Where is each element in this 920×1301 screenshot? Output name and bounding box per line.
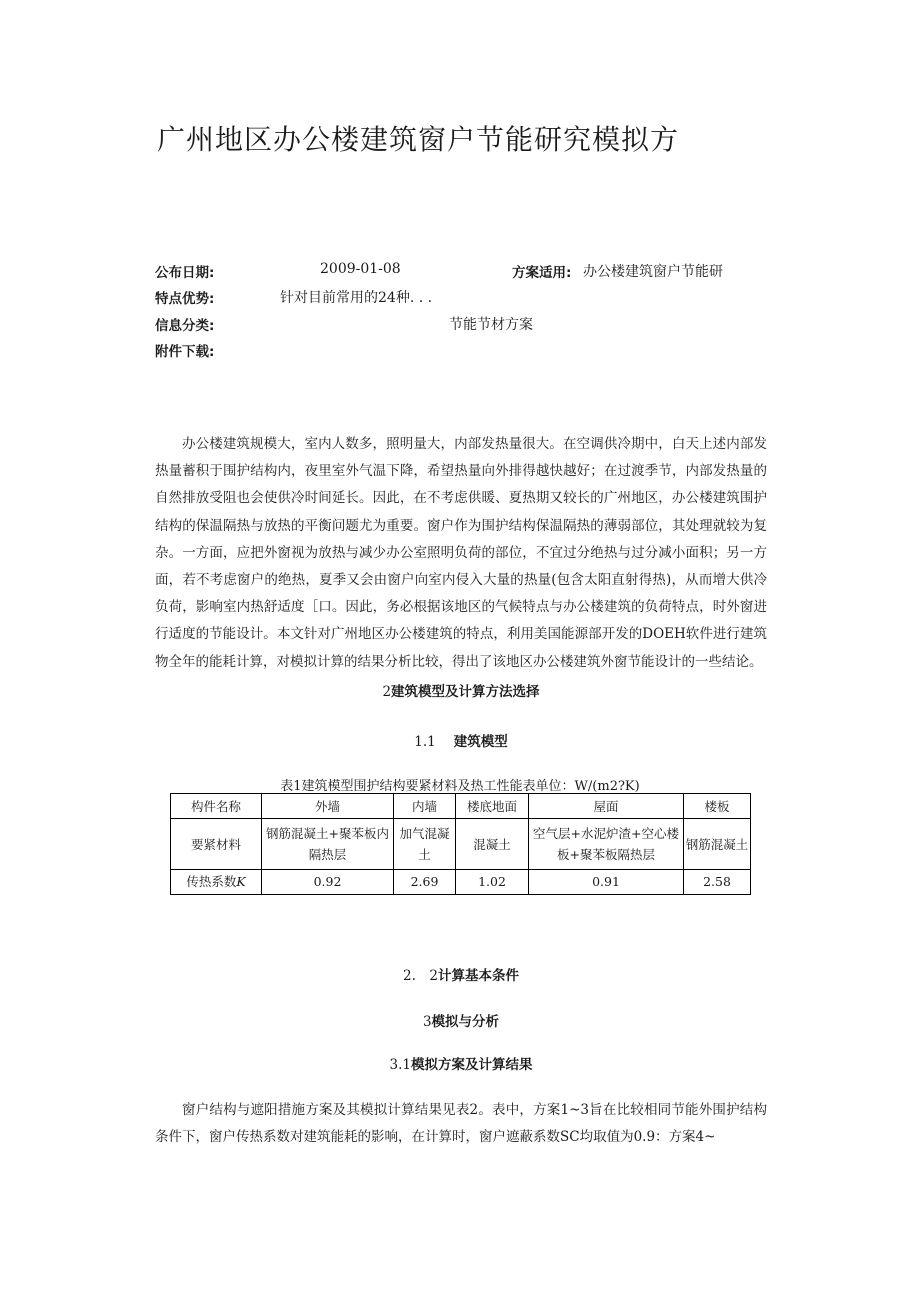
closing-paragraph: 窗户结构与遮阳措施方案及其模拟计算结果见表2。表中，方案1~3旨在比较相同节能外围护结构条件下，窗户传热系数对建筑能耗的影响，在计算时，窗户遮蔽系数SC均取值为0.9：方案4~ xyxy=(155,1102,767,1146)
publish-date-value: 2009-01-08 xyxy=(320,261,401,277)
section-2-2-number: 2. 2 xyxy=(403,968,438,984)
meta-row-features xyxy=(155,287,765,307)
table-1 xyxy=(170,793,751,895)
table-header-cell: 外墙 xyxy=(262,794,394,819)
scope-label: 方案适用: xyxy=(512,265,572,281)
section-2-title: 建筑模型及计算方法选择 xyxy=(391,684,540,700)
meta-row-download xyxy=(155,340,765,360)
intro-paragraph: 办公楼建筑规模大，室内人数多，照明量大，内部发热量很大。在空调供冷期中，白天上述内部发热量蓄积于围护结构内，夜里室外气温下降，希望热量向外排得越快越好；在过渡季节，内部发热量的自然排放受阻也会使供冷时间延长。因此，在不考虑供暖、夏热期又较长的广州地区，办公楼建筑围护结构的保温隔热与放热的平衡问题尤为重要。窗户作为围护结构保温隔热的薄弱部位，其处理就较为复杂。一方面，应把外窗视为放热与减少办公室照明负荷的部位，不宜过分绝热与过分减小面积；另一方面，若不考虑窗户的绝热，夏季又会由窗户向室内侵入大量的热量(包含太阳直射得热)，从而增大供冷负荷，影响室内热舒适度［口。因此，务必根据该地区的气候特点与办公楼建筑的负荷特点，时外窗进行适度的节能设计。本文针对广州地区办公楼建筑的特点，利用美国能源部开发的DOEH软件进行建筑物全年的能耗计算，对模拟计算的结果分析比较，得出了该地区办公楼建筑外窗节能设计的一些结论。 xyxy=(155,436,767,670)
section-3-title: 模拟与分析 xyxy=(431,1014,500,1030)
section-2-2-heading xyxy=(155,964,767,984)
section-3-number: 3 xyxy=(422,1014,432,1030)
table-cell: 钢筋混凝土 xyxy=(684,819,751,870)
features-label: 特点优势: xyxy=(155,291,215,307)
table-header-cell: 楼底地面 xyxy=(456,794,529,819)
section-3-1-number: 3.1 xyxy=(389,1057,411,1073)
section-3-1-title: 模拟方案及计算结果 xyxy=(410,1057,533,1073)
table-cell: 2.58 xyxy=(684,869,751,894)
table-header-cell: 屋面 xyxy=(529,794,684,819)
table-cell: 0.92 xyxy=(262,869,394,894)
k-symbol: K xyxy=(236,874,246,890)
section-1-1-title: 建筑模型 xyxy=(453,734,508,750)
table-cell: 加气混凝土 xyxy=(394,819,456,870)
table-cell: 1.02 xyxy=(456,869,529,894)
publish-date-label: 公布日期: xyxy=(155,265,215,281)
table-header-row xyxy=(171,794,751,819)
section-3-heading xyxy=(155,1010,767,1030)
table-cell: 混凝土 xyxy=(456,819,529,870)
section-1-1-number: 1.1 xyxy=(414,734,436,750)
features-value: 针对目前常用的24种. . . xyxy=(280,290,433,306)
table-1-caption: 表1建筑模型围护结构要紧材料及热工性能表单位：W/(m2?K) xyxy=(280,779,640,794)
section-1-1-heading xyxy=(155,730,767,750)
table-cell: 2.69 xyxy=(394,869,456,894)
table-k-row xyxy=(171,869,751,894)
table-material-row xyxy=(171,819,751,870)
meta-row-category xyxy=(155,314,765,334)
section-2-2-title: 计算基本条件 xyxy=(437,968,519,984)
category-label: 信息分类: xyxy=(155,318,215,334)
k-label: 传热系数 xyxy=(186,874,237,890)
table-header-cell: 构件名称 xyxy=(171,794,262,819)
table-cell: 要紧材料 xyxy=(171,819,262,870)
category-value: 节能节材方案 xyxy=(449,317,533,333)
meta-row-date xyxy=(155,261,765,281)
table-k-label-cell xyxy=(171,869,262,894)
table-header-cell: 内墙 xyxy=(394,794,456,819)
section-3-1-heading xyxy=(155,1053,767,1073)
download-label: 附件下载: xyxy=(155,344,215,360)
table-cell: 钢筋混凝土+聚苯板内隔热层 xyxy=(262,819,394,870)
section-2-heading xyxy=(155,680,767,700)
table-header-cell: 楼板 xyxy=(684,794,751,819)
table-cell: 0.91 xyxy=(529,869,684,894)
section-2-number: 2 xyxy=(382,684,392,700)
scope-value: 办公楼建筑窗户节能研 xyxy=(583,264,723,280)
page-title: 广州地区办公楼建筑窗户节能研究模拟方 xyxy=(157,123,680,156)
table-cell: 空气层+水泥炉渣+空心楼板+聚苯板隔热层 xyxy=(529,819,684,870)
